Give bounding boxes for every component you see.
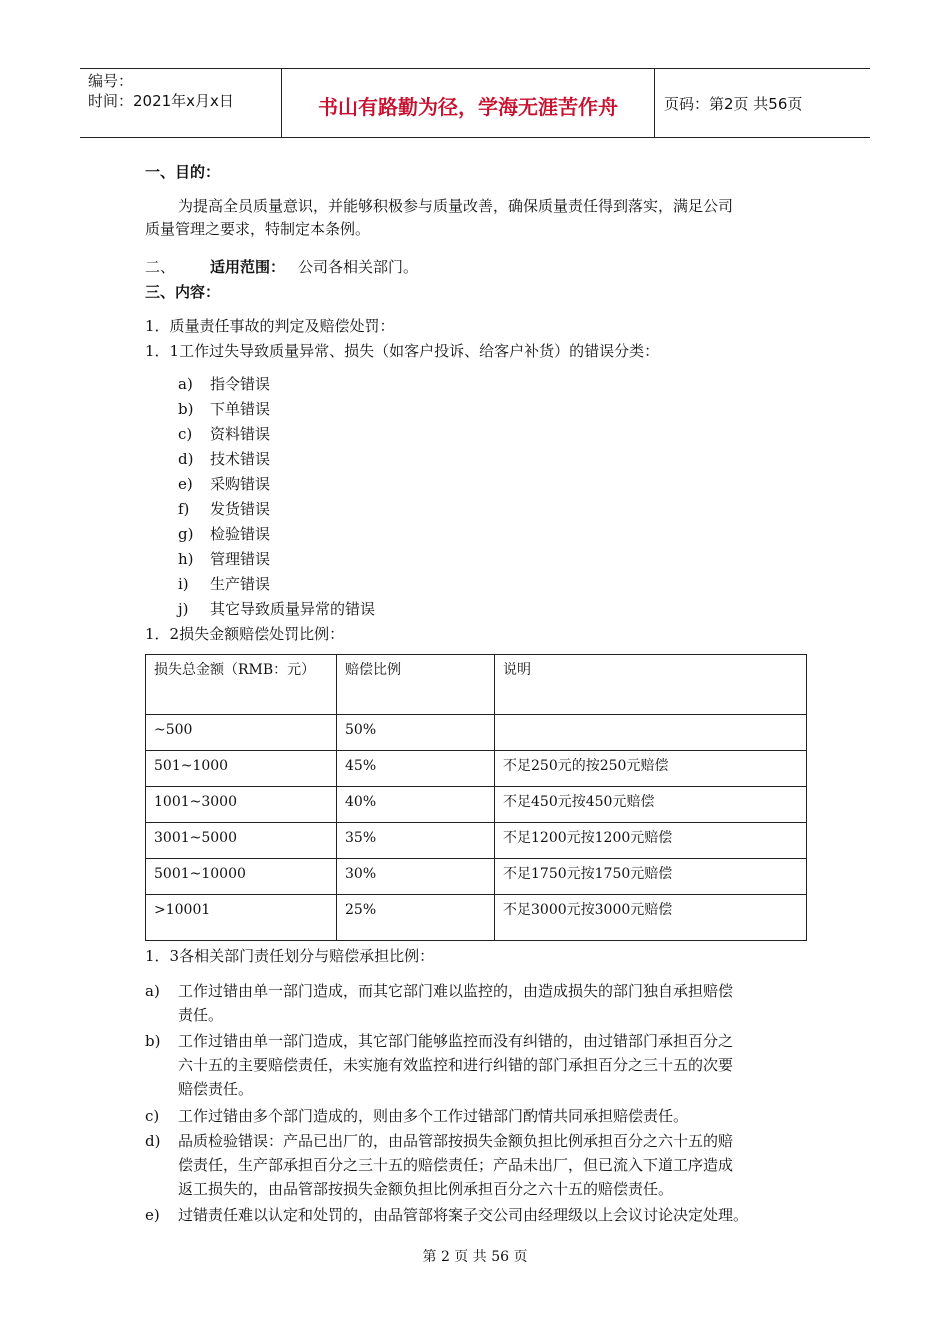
list-item: d) [145, 1132, 161, 1150]
serial-label: 编号： [88, 72, 134, 90]
list-item-text: 技术错误 [210, 450, 271, 468]
table-cell: 50% [337, 715, 495, 751]
table-cell: 3001~5000 [146, 823, 337, 859]
table-cell: 501~1000 [146, 751, 337, 787]
table-cell [495, 715, 807, 751]
list-item: c) [178, 425, 193, 443]
compensation-table [145, 654, 807, 941]
table-row [146, 823, 807, 859]
table-cell: 不足1200元按1200元赔偿 [495, 823, 807, 859]
table-cell: 35% [337, 823, 495, 859]
scope-text: 公司各相关部门。 [298, 258, 419, 276]
list-item: i) [178, 575, 189, 593]
list-item-text: 其它导致质量异常的错误 [210, 600, 376, 618]
table-row [146, 751, 807, 787]
table-cell: 不足250元的按250元赔偿 [495, 751, 807, 787]
list-item: a) [145, 982, 160, 1000]
responsibility-text-line: 工作过错由多个部门造成的，则由多个工作过错部门酌情共同承担赔偿责任。 [178, 1107, 689, 1125]
purpose-text-line: 质量管理之要求，特制定本条例。 [145, 220, 371, 238]
list-item-text: 管理错误 [210, 550, 271, 568]
list-item: c) [145, 1107, 160, 1125]
responsibility-text-line: 赔偿责任。 [178, 1080, 254, 1098]
table-header-cell: 赔偿比例 [337, 655, 495, 715]
list-item: d) [178, 450, 194, 468]
clause-heading: 1．3各相关部门责任划分与赔偿承担比例： [145, 947, 435, 965]
responsibility-text-line: 过错责任难以认定和处罚的，由品管部将案子交公司由经理级以上会议讨论决定处理。 [178, 1206, 749, 1224]
table-cell: ~500 [146, 715, 337, 751]
header-motto: 书山有路勤为径，学海无涯苦作舟 [318, 95, 618, 119]
page-footer: 第 2 页 共 56 页 [422, 1249, 528, 1265]
list-item-text: 指令错误 [210, 375, 271, 393]
responsibility-text-line: 六十五的主要赔偿责任，未实施有效监控和进行纠错的部门承担百分之三十五的次要 [178, 1056, 734, 1074]
header-meta [88, 71, 234, 111]
list-item: j) [178, 600, 189, 618]
list-item: f) [178, 500, 190, 518]
header-divider [654, 69, 655, 137]
section-title-scope: 适用范围： [210, 258, 286, 276]
time-label: 时间：2021年x月x日 [88, 92, 234, 110]
responsibility-text-line: 返工损失的，由品管部按损失金额负担比例承担百分之六十五的赔偿责任。 [178, 1180, 674, 1198]
table-cell: 40% [337, 787, 495, 823]
list-item-text: 下单错误 [210, 400, 271, 418]
table-row [146, 787, 807, 823]
purpose-text-line: 为提高全员质量意识，并能够积极参与质量改善，确保质量责任得到落实，满足公司 [178, 197, 734, 215]
table-cell: 1001~3000 [146, 787, 337, 823]
table-cell: 不足1750元按1750元赔偿 [495, 859, 807, 895]
table-cell: 不足3000元按3000元赔偿 [495, 895, 807, 941]
list-item: b) [145, 1032, 161, 1050]
table-cell: 25% [337, 895, 495, 941]
table-cell: 45% [337, 751, 495, 787]
list-item-text: 生产错误 [210, 575, 271, 593]
list-item: g) [178, 525, 194, 543]
list-item-text: 发货错误 [210, 500, 271, 518]
list-item: b) [178, 400, 194, 418]
list-item: a) [178, 375, 193, 393]
table-header-cell: 损失总金额（RMB：元） [146, 655, 337, 715]
list-item: h) [178, 550, 194, 568]
table-cell: >10001 [146, 895, 337, 941]
clause-heading: 1．质量责任事故的判定及赔偿处罚： [145, 317, 395, 335]
responsibility-text-line: 品质检验错误：产品已出厂的，由品管部按损失金额负担比例承担百分之六十五的赔 [178, 1132, 734, 1150]
responsibility-text-line: 偿责任，生产部承担百分之三十五的赔偿责任；产品未出厂，但已流入下道工序造成 [178, 1156, 734, 1174]
section-title-content: 三、内容： [145, 283, 221, 301]
table-row [146, 895, 807, 941]
list-item: e) [145, 1206, 160, 1224]
table-row [146, 859, 807, 895]
responsibility-text-line: 工作过错由单一部门造成，而其它部门难以监控的，由造成损失的部门独自承担赔偿 [178, 982, 734, 1000]
page-header [80, 68, 870, 138]
table-cell: 不足450元按450元赔偿 [495, 787, 807, 823]
table-cell: 30% [337, 859, 495, 895]
table-row [146, 715, 807, 751]
table-header-row [146, 655, 807, 715]
table-cell: 5001~10000 [146, 859, 337, 895]
responsibility-text-line: 工作过错由单一部门造成，其它部门能够监控而没有纠错的，由过错部门承担百分之 [178, 1032, 734, 1050]
section-title-purpose: 一、目的： [145, 163, 221, 181]
section-number-scope: 二、 [145, 258, 176, 276]
clause-heading: 1．2损失金额赔偿处罚比例： [145, 625, 345, 643]
table-header-cell: 说明 [495, 655, 807, 715]
header-page-number: 页码：第2页 共56页 [664, 95, 803, 113]
clause-heading: 1．1工作过失导致质量异常、损失（如客户投诉、给客户补货）的错误分类： [145, 342, 660, 360]
list-item-text: 资料错误 [210, 425, 271, 443]
list-item-text: 采购错误 [210, 475, 271, 493]
responsibility-text-line: 责任。 [178, 1006, 224, 1024]
list-item-text: 检验错误 [210, 525, 271, 543]
list-item: e) [178, 475, 193, 493]
